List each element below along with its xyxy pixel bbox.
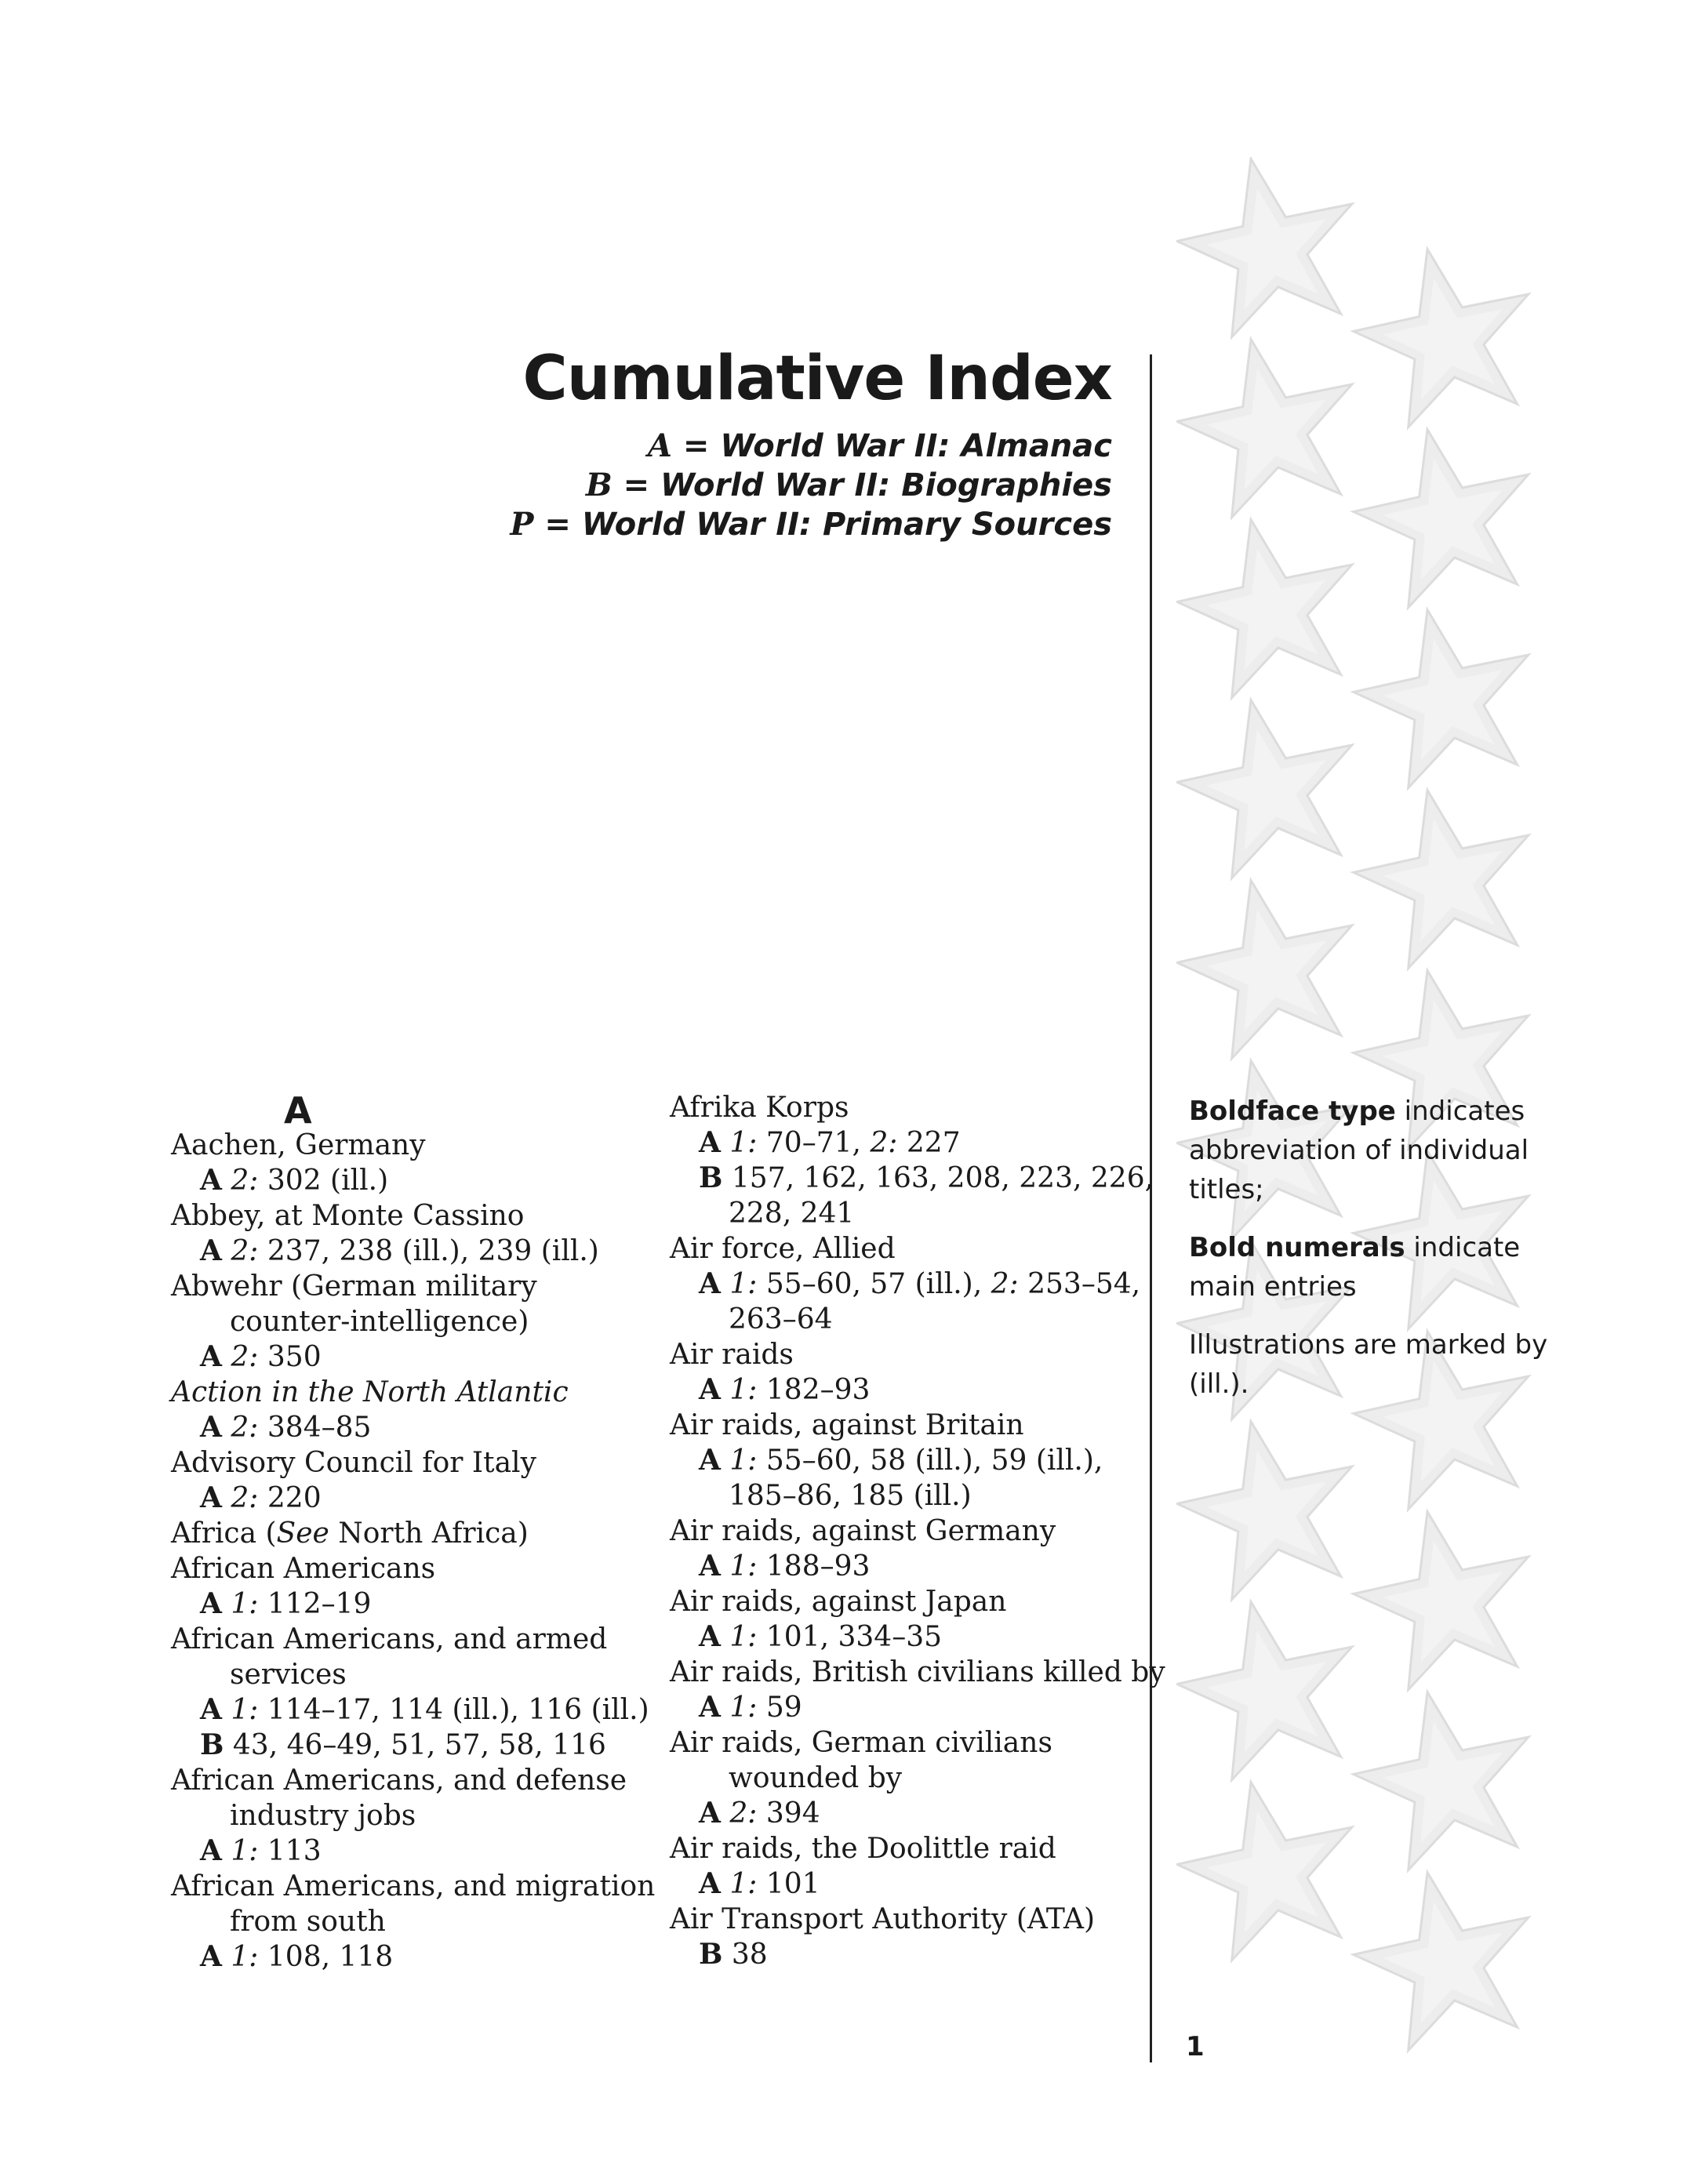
section-letter: A	[284, 1089, 312, 1132]
entry-text: Air force, Allied	[670, 1233, 896, 1265]
star-icon	[1176, 1764, 1374, 1968]
index-reference	[670, 1937, 1140, 1972]
index-reference	[670, 1196, 1140, 1231]
entry-text: A	[699, 1867, 721, 1900]
index-column-left	[171, 1089, 656, 1975]
entry-text: 55–60, 57 (ill.),	[757, 1268, 991, 1300]
entry-text: 2:	[231, 1412, 259, 1444]
legend-numerals	[1189, 1228, 1597, 1306]
index-term	[171, 1445, 642, 1481]
star-icon	[1340, 1854, 1550, 2058]
entry-text: A	[699, 1373, 721, 1406]
key-letter: A	[647, 427, 672, 464]
entry-text: A	[699, 1126, 721, 1159]
index-term	[171, 1198, 642, 1234]
entry-text: A	[200, 1481, 222, 1514]
entry-text: 101, 334–35	[757, 1621, 943, 1653]
index-term	[171, 1269, 642, 1304]
entry-text: Aachen, Germany	[171, 1129, 426, 1161]
entry-text: 101	[757, 1868, 820, 1900]
index-term	[171, 1904, 642, 1939]
entry-text	[721, 1268, 729, 1300]
entry-text: 253–54,	[1018, 1268, 1141, 1300]
index-reference	[171, 1163, 642, 1198]
legend-text: main entries	[1189, 1271, 1357, 1303]
entry-text: 2:	[231, 1341, 259, 1373]
index-term	[171, 1657, 642, 1692]
star-icon	[1176, 1403, 1374, 1607]
entry-text	[222, 1341, 231, 1373]
star-icon	[1340, 1493, 1550, 1697]
entry-text: A	[699, 1620, 721, 1653]
entry-text	[721, 1621, 729, 1653]
entry-text: 1:	[729, 1550, 758, 1583]
index-entries	[171, 1128, 656, 1975]
entry-text: Abwehr (German military	[171, 1270, 537, 1303]
entry-text: Air Transport Authority (ATA)	[670, 1903, 1095, 1935]
star-icon	[1176, 681, 1374, 885]
index-term	[171, 1622, 642, 1657]
index-reference	[670, 1125, 1140, 1161]
entry-text	[721, 1692, 729, 1724]
entry-text: A	[200, 1693, 222, 1726]
index-reference	[171, 1586, 642, 1622]
key-line	[510, 505, 1112, 544]
entry-text: 112–19	[258, 1588, 372, 1620]
star-icon	[1340, 411, 1550, 615]
entry-text: 2:	[729, 1797, 758, 1830]
entry-text: 1:	[729, 1621, 758, 1653]
legend-bold-label: Boldface type	[1189, 1096, 1396, 1127]
index-reference	[171, 1481, 642, 1516]
entry-text: African Americans	[171, 1553, 436, 1585]
index-entries	[670, 1090, 1165, 1972]
page-title: Cumulative Index	[522, 343, 1112, 414]
entry-text	[721, 1550, 729, 1583]
entry-text: B	[699, 1938, 723, 1971]
entry-text: A	[699, 1691, 721, 1724]
index-term	[670, 1231, 1140, 1266]
legend-bold-label: Bold numerals	[1189, 1232, 1405, 1263]
entry-text: 302 (ill.)	[258, 1165, 389, 1197]
entry-text: 1:	[729, 1692, 758, 1724]
entry-text: 2:	[991, 1268, 1019, 1300]
legend-text: indicates	[1395, 1096, 1525, 1127]
entry-text: services	[230, 1659, 347, 1691]
index-term	[171, 1551, 642, 1586]
star-icon	[1176, 1583, 1374, 1787]
entry-text: 2:	[231, 1165, 259, 1197]
index-reference	[670, 1549, 1140, 1584]
star-icon	[1340, 772, 1550, 976]
index-reference	[171, 1234, 642, 1269]
index-term	[171, 1304, 642, 1339]
entry-text	[222, 1482, 231, 1514]
index-reference	[670, 1690, 1140, 1725]
index-term	[670, 1725, 1140, 1761]
entry-text: 228, 241	[729, 1197, 855, 1230]
index-term	[670, 1831, 1140, 1866]
index-reference	[670, 1161, 1154, 1196]
index-reference	[670, 1266, 1140, 1302]
index-reference	[171, 1339, 642, 1375]
entry-text: 157, 162, 163, 208, 223, 226,	[722, 1162, 1154, 1194]
entry-text	[721, 1374, 729, 1406]
entry-text: 1:	[231, 1588, 259, 1620]
entry-text: Action in the North Atlantic	[171, 1376, 569, 1408]
entry-text: 220	[258, 1482, 322, 1514]
entry-text: B	[699, 1161, 723, 1194]
index-term	[670, 1655, 1165, 1690]
entry-text: Africa (	[171, 1517, 277, 1550]
key-text: = World War II: Biographies	[612, 467, 1112, 503]
entry-text: A	[699, 1797, 721, 1830]
entry-text: 114–17, 114 (ill.), 116 (ill.)	[258, 1694, 649, 1726]
entry-text: 59	[757, 1692, 802, 1724]
entry-text: See	[276, 1517, 329, 1550]
index-reference	[171, 1939, 642, 1975]
index-reference	[670, 1302, 1140, 1337]
entry-text: Air raids, the Doolittle raid	[670, 1833, 1056, 1865]
entry-text: 2:	[231, 1235, 259, 1267]
entry-text: 384–85	[258, 1412, 372, 1444]
entry-text: 113	[258, 1835, 322, 1867]
entry-text: African Americans, and defense	[171, 1764, 627, 1797]
entry-text: A	[200, 1234, 222, 1267]
entry-text	[222, 1412, 231, 1444]
index-reference	[171, 1833, 642, 1869]
vertical-divider	[1150, 354, 1152, 2062]
index-term	[670, 1408, 1140, 1443]
index-reference	[670, 1372, 1140, 1408]
index-term	[670, 1514, 1140, 1549]
entry-text	[222, 1588, 231, 1620]
index-reference	[670, 1443, 1140, 1478]
entry-text: 350	[258, 1341, 322, 1373]
entry-text: African Americans, and armed	[171, 1623, 608, 1655]
entry-text: A	[200, 1834, 222, 1867]
entry-text: 1:	[729, 1444, 758, 1477]
star-icon	[1340, 591, 1550, 795]
entry-text: 182–93	[757, 1374, 871, 1406]
key-letter: P	[510, 506, 534, 543]
entry-text: B	[200, 1728, 224, 1761]
entry-text: North Africa)	[329, 1517, 529, 1550]
entry-text: A	[699, 1444, 721, 1477]
entry-text: 1:	[231, 1835, 259, 1867]
entry-text	[721, 1797, 729, 1830]
star-icon	[1176, 862, 1374, 1066]
entry-text: 237, 238 (ill.), 239 (ill.)	[258, 1235, 599, 1267]
entry-text: Advisory Council for Italy	[171, 1447, 536, 1479]
legend-illustrations: Illustrations are marked by (ill.).	[1189, 1329, 1548, 1400]
index-term	[171, 1128, 642, 1163]
title-key-legend	[510, 427, 1112, 544]
entry-text: 2:	[231, 1482, 259, 1514]
entry-text	[222, 1235, 231, 1267]
index-term	[670, 1761, 1140, 1796]
entry-text: Air raids, against Japan	[670, 1586, 1007, 1618]
entry-text: 1:	[231, 1941, 259, 1973]
entry-text: 1:	[729, 1127, 758, 1159]
entry-text: A	[200, 1411, 222, 1444]
entry-text	[222, 1165, 231, 1197]
entry-text: A	[200, 1587, 222, 1620]
entry-text: Air raids, British civilians killed by	[670, 1656, 1165, 1688]
entry-text: Air raids, against Britain	[670, 1409, 1024, 1441]
entry-text: 185–86, 185 (ill.)	[729, 1480, 972, 1512]
entry-text: African Americans, and migration	[171, 1870, 656, 1902]
star-icon	[1340, 231, 1550, 434]
entry-text: 108, 118	[258, 1941, 394, 1973]
legend-boldface	[1189, 1092, 1597, 1209]
entry-text: Air raids, German civilians	[670, 1727, 1052, 1759]
key-letter: B	[585, 467, 613, 503]
entry-text: 55–60, 58 (ill.), 59 (ill.),	[757, 1444, 1103, 1477]
entry-text	[222, 1694, 231, 1726]
index-term	[670, 1902, 1140, 1937]
key-text: = World War II: Primary Sources	[533, 507, 1112, 543]
entry-text: 1:	[729, 1374, 758, 1406]
entry-text: Afrika Korps	[670, 1092, 849, 1124]
entry-text: 188–93	[757, 1550, 871, 1583]
key-text: = World War II: Almanac	[671, 428, 1112, 464]
index-reference	[670, 1796, 1140, 1831]
entry-text	[222, 1941, 231, 1973]
index-term	[171, 1869, 656, 1904]
index-reference	[171, 1410, 642, 1445]
entry-text: Air raids	[670, 1339, 794, 1371]
index-reference	[670, 1619, 1140, 1655]
entry-text: 70–71,	[757, 1127, 871, 1159]
entry-text	[721, 1868, 729, 1900]
entry-text: industry jobs	[230, 1800, 416, 1832]
index-reference	[171, 1692, 649, 1728]
index-term	[171, 1516, 642, 1551]
entry-text: 1:	[231, 1694, 259, 1726]
star-icon	[1340, 1673, 1550, 1877]
index-term	[670, 1090, 1140, 1125]
star-icon	[1176, 321, 1374, 525]
entry-text: 1:	[729, 1868, 758, 1900]
index-term	[670, 1584, 1140, 1619]
entry-text	[721, 1444, 729, 1477]
entry-text: A	[699, 1267, 721, 1300]
entry-text: 38	[722, 1939, 768, 1971]
star-icon	[1176, 501, 1374, 705]
entry-text: A	[200, 1340, 222, 1373]
entry-text: A	[699, 1550, 721, 1583]
entry-text: 1:	[729, 1268, 758, 1300]
entry-text: 263–64	[729, 1303, 833, 1335]
entry-text: Abbey, at Monte Cassino	[171, 1200, 525, 1232]
entry-text: 2:	[870, 1127, 898, 1159]
entry-text: 227	[897, 1127, 961, 1159]
index-reference	[171, 1728, 642, 1763]
key-line	[510, 466, 1112, 505]
index-column-right	[670, 1090, 1165, 1972]
star-icon	[1176, 157, 1374, 344]
index-term	[171, 1375, 642, 1410]
index-term	[670, 1337, 1140, 1372]
entry-text: 43, 46–49, 51, 57, 58, 116	[224, 1729, 606, 1761]
entry-text: counter-intelligence)	[230, 1306, 529, 1338]
entry-text: Air raids, against Germany	[670, 1515, 1056, 1547]
entry-text: from south	[230, 1906, 386, 1938]
index-reference	[670, 1866, 1140, 1902]
entry-text: 394	[757, 1797, 820, 1830]
index-term	[171, 1763, 642, 1798]
page-number: 1	[1186, 2031, 1205, 2062]
entry-text: A	[200, 1940, 222, 1973]
legend-text: indicate	[1405, 1232, 1521, 1263]
key-line	[510, 427, 1112, 466]
legend-text: abbreviation of individual titles;	[1189, 1135, 1529, 1205]
index-term	[171, 1798, 642, 1833]
entry-text: A	[200, 1164, 222, 1197]
entry-text	[222, 1835, 231, 1867]
index-legend	[1189, 1092, 1597, 1423]
index-reference	[670, 1478, 1140, 1514]
entry-text: wounded by	[729, 1762, 903, 1794]
entry-text	[721, 1127, 729, 1159]
